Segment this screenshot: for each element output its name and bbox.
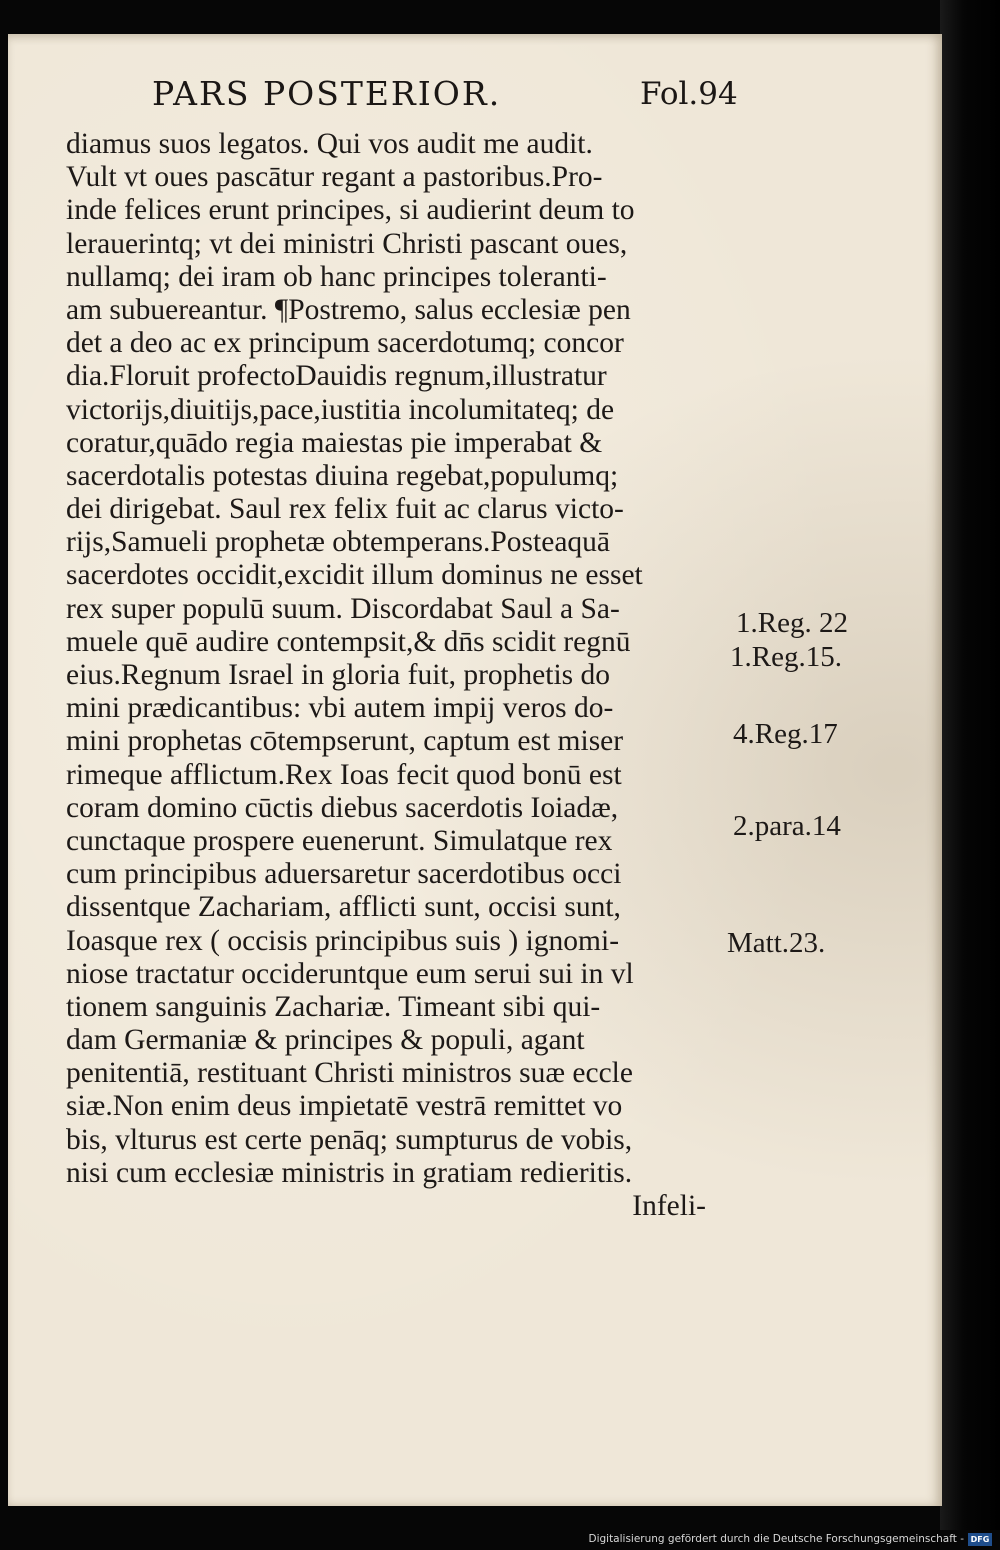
text-line: diamus suos legatos. Qui vos audit me audit. [66, 128, 593, 160]
body-text [66, 128, 736, 1223]
text-line: mini prædicantibus: vbi autem impij veros do- [66, 692, 614, 725]
text-line: eius.Regnum Israel in gloria fuit, prophetis do [66, 659, 611, 691]
marginal-note: 2.para.14 [733, 810, 841, 842]
text-line: victorijs,diuitijs,pace,iustitia incolumitateq; de [66, 393, 615, 426]
text-line: cunctaque prospere euenerunt. Simulatque rex [66, 824, 613, 857]
text-line: dissentque Zachariam, afflicti sunt, occisi sunt, [66, 891, 621, 924]
text-line: niose tractatur occideruntque eum serui sui in vl [66, 957, 634, 990]
text-line: det a deo ac ex principum sacerdotumq; concor [66, 327, 624, 360]
marginal-note: 1.Reg. 22 [736, 607, 848, 639]
text-line: lerauerintq; vt dei ministri Christi pascant oues, [66, 227, 628, 260]
dfg-logo: DFG [968, 1533, 992, 1546]
marginal-note: Matt.23. [727, 927, 826, 959]
text-line: cum principibus aduersaretur sacerdotibus occi [66, 858, 622, 891]
text-line: siæ.Non enim deus impietatē vestrā remittet vo [66, 1090, 623, 1123]
text-line: rex super populū suum. Discordabat Saul a Sa- [66, 592, 620, 625]
text-line: coratur,quādo regia maiestas pie imperabat & [66, 426, 603, 459]
text-line: sacerdotalis potestas diuina regebat,populumq; [66, 459, 619, 492]
text-line: dam Germaniæ & principes & populi, agant [66, 1024, 585, 1057]
marginal-note: 1.Reg.15. [730, 641, 842, 673]
text-line: tionem sanguinis Zachariæ. Timeant sibi qui- [66, 990, 601, 1023]
text-line: dia.Floruit profectoDauidis regnum,illustratur [66, 360, 607, 393]
text-line: dei dirigebat. Saul rex felix fuit ac clarus victo- [66, 493, 624, 526]
text-line: sacerdotes occidit,excidit illum dominus ne esset [66, 559, 643, 592]
folio-number: Fol.94 [640, 76, 738, 112]
text-line: nisi cum ecclesiæ ministris in gratiam redieritis. [66, 1156, 633, 1189]
text-line: muele quē audire contempsit,& dn̄s scidit regnū [66, 625, 631, 658]
text-line: rimeque afflictum.Rex Ioas fecit quod bonū est [66, 758, 622, 791]
text-line: Vult vt oues pascātur regant a pastoribus.Pro- [66, 161, 603, 194]
digitization-credit: Digitalisierung gefördert durch die Deutsche Forschungsgemeinschaft - [588, 1533, 964, 1545]
text-line: penitentiā, restituant Christi ministros suæ eccle [66, 1057, 633, 1090]
text-line: bis, vlturus est certe penāq; sumpturus de vobis, [66, 1123, 633, 1156]
text-line: rijs,Samueli prophetæ obtemperans.Posteaquā [66, 526, 611, 559]
catchword: Infeli- [632, 1190, 706, 1222]
text-line: am subuereantur. ¶Postremo, salus ecclesiæ pen [66, 293, 631, 326]
text-line: Ioasque rex ( occisis principibus suis ) ignomi- [66, 924, 620, 957]
text-line: mini prophetas cōtempserunt, captum est miser [66, 725, 624, 758]
text-line: inde felices erunt principes, si audierint deum to [66, 194, 635, 227]
running-head: PARS POSTERIOR. [152, 74, 502, 113]
text-line: coram domino cūctis diebus sacerdotis Ioiadæ, [66, 791, 619, 824]
text-line: nullamq; dei iram ob hanc principes toleranti- [66, 260, 607, 293]
book-spine-shadow [940, 0, 1000, 1530]
marginal-note: 4.Reg.17 [733, 718, 838, 750]
